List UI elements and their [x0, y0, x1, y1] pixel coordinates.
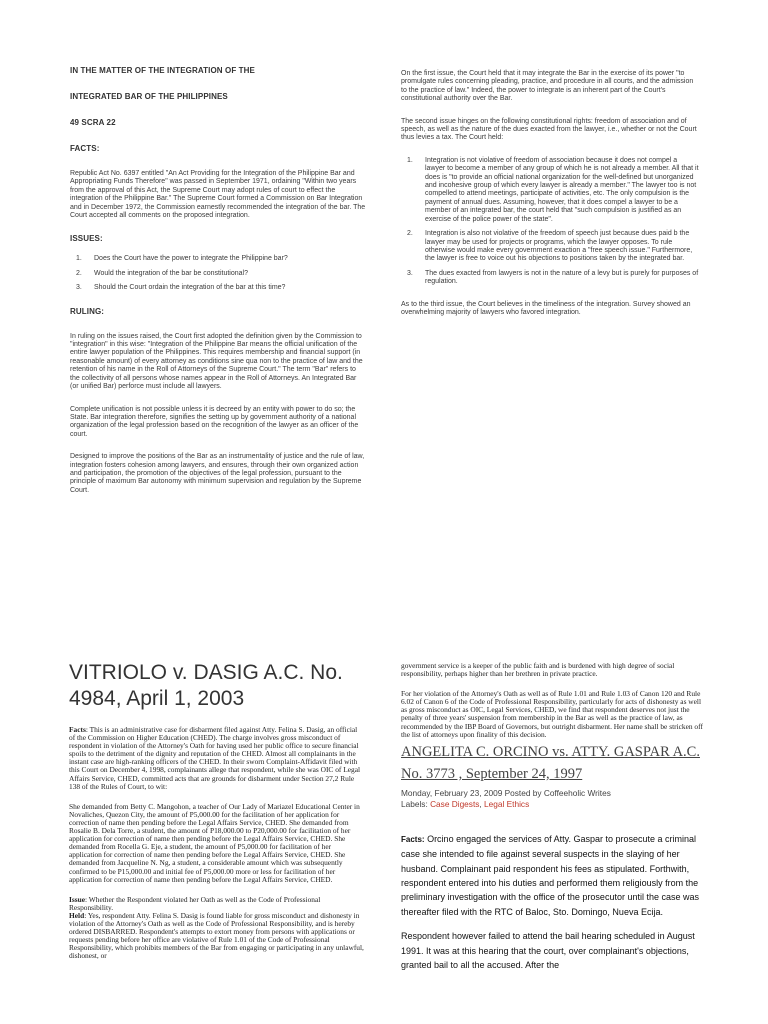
list-item: 1. Does the Court have the power to integrate the Philippine bar? [76, 255, 288, 263]
ruling-paragraph: Complete unification is not possible unless it is decreed by an entity with power to do so; the State. Bar integration therefore, signifies the setting up by government authority of a national organization of the legal profession based on the recognition of the lawyer as an officer of the court. [70, 405, 359, 438]
facts-heading: FACTS: [70, 144, 100, 153]
third-issue-paragraph: As to the third issue, the Court believes in the timeliness of the integration. Survey showed an overwhelming majority of lawyers who favored integration. [401, 300, 691, 316]
case-citation: 49 SCRA 22 [70, 118, 116, 127]
list-item: 3. The dues exacted from lawyers is not in the nature of a levy but is purely for purposes of regulation. [407, 269, 699, 286]
orcino-title[interactable]: ANGELITA C. ORCINO vs. ATTY. GASPAR A.C. No. 3773 , September 24, 1997 [401, 743, 700, 782]
right-column [401, 70, 699, 331]
right-column-bottom [401, 662, 709, 982]
label-link-case-digests[interactable]: Case Digests [430, 798, 480, 809]
document-page-2 [0, 636, 768, 1024]
ruling-paragraph: In ruling on the issues raised, the Court first adopted the definition given by the Commission to "integration" in this wise: "Integration of the Philippine Bar means the official unification of the entire lawyer population of the Philippines. This requires membership and financial support (in reasonable amount) of every attorney as conditions sine qua non to the practice of law and the retention of his name in the Roll of Attorneys of the Supreme Court." The term "Bar" refers to the collectivity of all persons whose names appear in the Roll of Attorneys. An Integrated Bar (or unified Bar) perforce must include all lawyers. [70, 332, 363, 391]
vitriolo-title: VITRIOLO v. DASIG A.C. No. 4984, April 1, 2003 [69, 661, 343, 710]
issues-list [70, 255, 366, 292]
case-title-line-2: INTEGRATED BAR OF THE PHILIPPINES [70, 92, 228, 101]
case-title-line-1: IN THE MATTER OF THE INTEGRATION OF THE [70, 66, 255, 75]
vitriolo-column [69, 660, 365, 972]
list-item: 1. Integration is not violative of freedom of association because it does not compel a lawyer to become a member of any group of which he is not already a member. All that it does is "to provide an official national organization for the well-defined but unorganized and incohesive group of which every lawyer is already a member." The lawyer too is not compelled to attend meetings, participate of activities, etc. The only compulsion is the payment of annual dues. Assuming, however, that it does compel a lawyer to be a member of an integrated bar, the court held that "such compulsion is justified as an exercise of the police power of the state". [407, 156, 699, 223]
facts-text: Republic Act No. 6397 entitled "An Act Providing for the Integration of the Philippine Bar and Appropriating Funds Therefore" was passed in September 1971, ordaining "Within two years from the approval of this Act, the Supreme Court may adopt rules of court to effect the integration of the Philippine Bar." The Supreme Court formed a Commission on Bar Integration and in December 1972, the Commission earnestly recommended the integration of the bar. The Court accepted all comments on the proposed integration. [70, 170, 366, 220]
first-issue-paragraph: On the first issue, the Court held that it may integrate the Bar in the exercise of its power "to promulgate rules concerning pleading, practice, and procedure in all courts, and the admission to the practice of law." Indeed, the power to integrate is an inherent part of the Court's constitutional authority over the Bar. [401, 70, 694, 103]
vitriolo-demands: She demanded from Betty C. Mangohon, a teacher of Our Lady of Mariazel Educational Center in Novaliches, Quezon City, the amount of P5,000.00 for the facilitation of her application for correction of name then pending before the Legal Affairs Service, CHED. She demanded from Rosalie B. Dela Torre, a student, the amount of P18,000.00 to P20,000.00 for facilitation of her application for correction of name then pending before the Legal Affairs Service, CHED. She demanded from Rocella G. Eje, a student, the amount of P5,000.00 for facilitation of her application for correction of name then pending before the Legal Affairs Service, CHED. She demanded from Jacqueline N. Ng, a student, a considerable amount which was subsequently confirmed to be P15,000.00 and initial fee of P5,000.00 more or less for facilitation of her application for correction of name then pending before the Legal Affairs Service, CHED. [69, 801, 360, 884]
list-item: 3. Should the Court ordain the integration of the bar at this time? [76, 284, 286, 292]
vitriolo-held: Held: Yes, respondent Atty. Felina S. Dasig is found liable for gross misconduct and dishonesty in violation of the Attorney's Oath as well as the Code of Professional Responsibility, and is hereby ordered DISBARRED. Respondent's attempts to extort money from persons with applications or requests pending before her office are violative of Rule 1.01 of the Code of Professional Responsibility, which prohibits members of the Bar from engaging or participating in any unlawful, dishonest, or [69, 910, 364, 961]
vitriolo-conclusion: For her violation of the Attorney's Oath as well as of Rule 1.01 and Rule 1.03 of Canon 120 and Rule 6.02 of Canon 6 of the Code of Professional Responsibility, particularly for acts of dishonesty as well as gross misconduct as OIC, Legal Services, CHED, we find that respondent deserves not just the penalty of three years' suspension from membership in the Bar as well as the practice of law, as recommended by the IBP Board of Governors, but outright disbarment. Her name shall be stricken off the list of attorneys upon finality of this decision. [401, 689, 703, 739]
vitriolo-issue: Issue: Whether the Respondent violated her Oath as well as the Code of Professional Responsibility. [69, 894, 321, 912]
label-link-legal-ethics[interactable]: Legal Ethics [484, 798, 530, 809]
vitriolo-continued: government service is a keeper of the public faith and is burdened with high degree of social responsibility, perhaps higher than her brethren in private practice. [401, 661, 675, 679]
orcino-facts: Facts: Orcino engaged the services of Atty. Gaspar to prosecute a criminal case she intended to file against several suspects in the slaying of her husband. Complainant paid respondent his fees as stipulated. Forthwith, respondent entered into his duties and performed them religiously from the preliminary investigation with the office of the prosecutor until the case was thereafter filed with the RTC of Baloc, Sto. Domingo, Nueva Ecija. [401, 833, 699, 917]
post-meta: Monday, February 23, 2009 Posted by Coffeeholic Writes [401, 787, 611, 798]
post-labels: Labels: Case Digests, Legal Ethics [401, 798, 530, 809]
vitriolo-facts: Facts: This is an administrative case for disbarment filed against Atty. Felina S. Dasig, an official of the Commission on Higher Education (CHED). The charge involves gross misconduct of respondent in violation of the Attorney's Oath for having used her public office to secure financial spoils to the detriment of the dignity and reputation of the CHED. Almost all complainants in the instant case are high-ranking officers of the CHED. In their sworn Complaint-Affidavit filed with this Court on December 4, 1998, complainants allege that respondent, while she was OIC of Legal Affairs Service, CHED, committed acts that are grounds for disbarment under Section 27,2 Rule 138 of the Rules of Court, to wit: [69, 725, 361, 791]
ruling-paragraph: Designed to improve the positions of the Bar as an instrumentality of justice and the rule of law, integration fosters cohesion among lawyers, and ensures, through their own organized action and participation, the promotion of the objectives of the legal profession, pursuant to the principle of maximum Bar autonomy with minimum supervision and regulation by the Supreme Court. [70, 453, 365, 494]
second-issue-paragraph: The second issue hinges on the following constitutional rights: freedom of association and of speech, as well as the nature of the dues exacted from the lawyer, i.e., whether or not the Court thus levies a tax. The Court held: [401, 117, 697, 142]
list-item: 2. Integration is also not violative of the freedom of speech just because dues paid b the lawyer may be used for projects or programs, which the lawyer opposes. To rule otherwise would make every government exaction a "free speech issue." Furthermore, the lawyer is free to voice out his objections to positions taken by the integrated bar. [407, 230, 693, 263]
list-item: 2. Would the integration of the bar be constitutional? [76, 269, 248, 277]
left-column [70, 66, 366, 509]
ruling-heading: RULING: [70, 306, 105, 316]
court-held-list [401, 157, 699, 287]
issues-heading: ISSUES: [70, 234, 103, 244]
orcino-paragraph: Respondent however failed to attend the bail hearing scheduled in August 1991. It was at this hearing that the court, over complainant's objections, granted bail to all the accused. After the [401, 931, 695, 970]
